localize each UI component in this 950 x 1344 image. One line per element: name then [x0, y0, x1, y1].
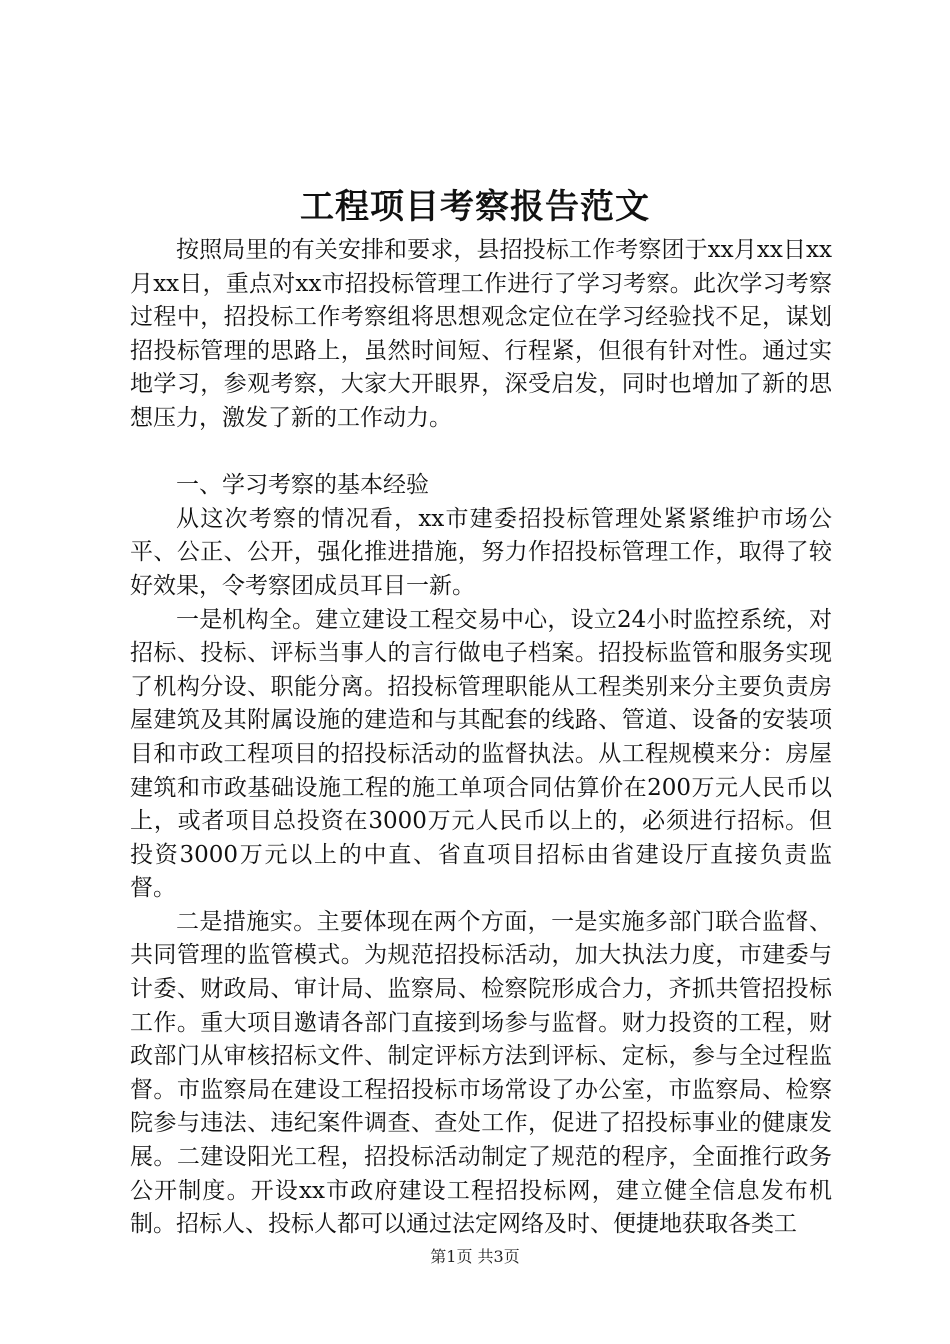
body-paragraph: 二是措施实。主要体现在两个方面，一是实施多部门联合监督、共同管理的监管模式。为规范招投标活动，加大执法力度，市建委与计委、财政局、审计局、监察局、检察院形成合力，齐抓共管招投标工作。重大项目邀请各部门直接到场参与监督。财力投资的工程，财政部门从审核招标文件、制定评标方法到评标、定标，参与全过程监督。市监察局在建设工程招投标市场常设了办公室，市监察局、检察院参与违法、违纪案件调查、查处工作，促进了招投标事业的健康发展。二建设阳光工程，招投标活动制定了规范的程序，全面推行政务公开制度。开设xx市政府建设工程招投标网，建立健全信息发布机制。招标人、投标人都可以通过法定网络及时、便捷地获取各类工	[130, 908, 832, 1238]
paragraph-spacer	[130, 436, 832, 470]
intro-paragraph: 按照局里的有关安排和要求，县招投标工作考察团于xx月xx日xx月xx日，重点对xx市招投标管理工作进行了学习考察。此次学习考察过程中，招投标工作考察组将思想观念定位在学习经验找不足，谋划招投标管理的思路上，虽然时间短、行程紧，但很有针对性。通过实地学习，参观考察，大家大开眼界，深受启发，同时也增加了新的思想压力，激发了新的工作动力。	[130, 237, 832, 431]
page-footer: 第1页 共3页	[430, 1247, 520, 1266]
page-title: 工程项目考察报告范文	[300, 187, 650, 227]
document-body	[130, 234, 832, 1242]
body-paragraph: 从这次考察的情况看，xx市建委招投标管理处紧紧维护市场公平、公正、公开，强化推进措施，努力作招投标管理工作，取得了较好效果，令考察团成员耳目一新。	[130, 505, 832, 599]
body-paragraph: 一是机构全。建立建设工程交易中心，设立24小时监控系统，对招标、投标、评标当事人的言行做电子档案。招投标监管和服务实现了机构分设、职能分离。招投标管理职能从工程类别来分主要负责房屋建筑及其附属设施的建造和与其配套的线路、管道、设备的安装项目和市政工程项目的招投标活动的监督执法。从工程规模来分：房屋建筑和市政基础设施工程的施工单项合同估算价在200万元人民币以上，或者项目总投资在3000万元人民币以上的，必须进行招标。但投资3000万元以上的中直、省直项目招标由省建设厅直接负责监督。	[130, 606, 832, 902]
section-heading: 一、学习考察的基本经验	[176, 472, 429, 499]
